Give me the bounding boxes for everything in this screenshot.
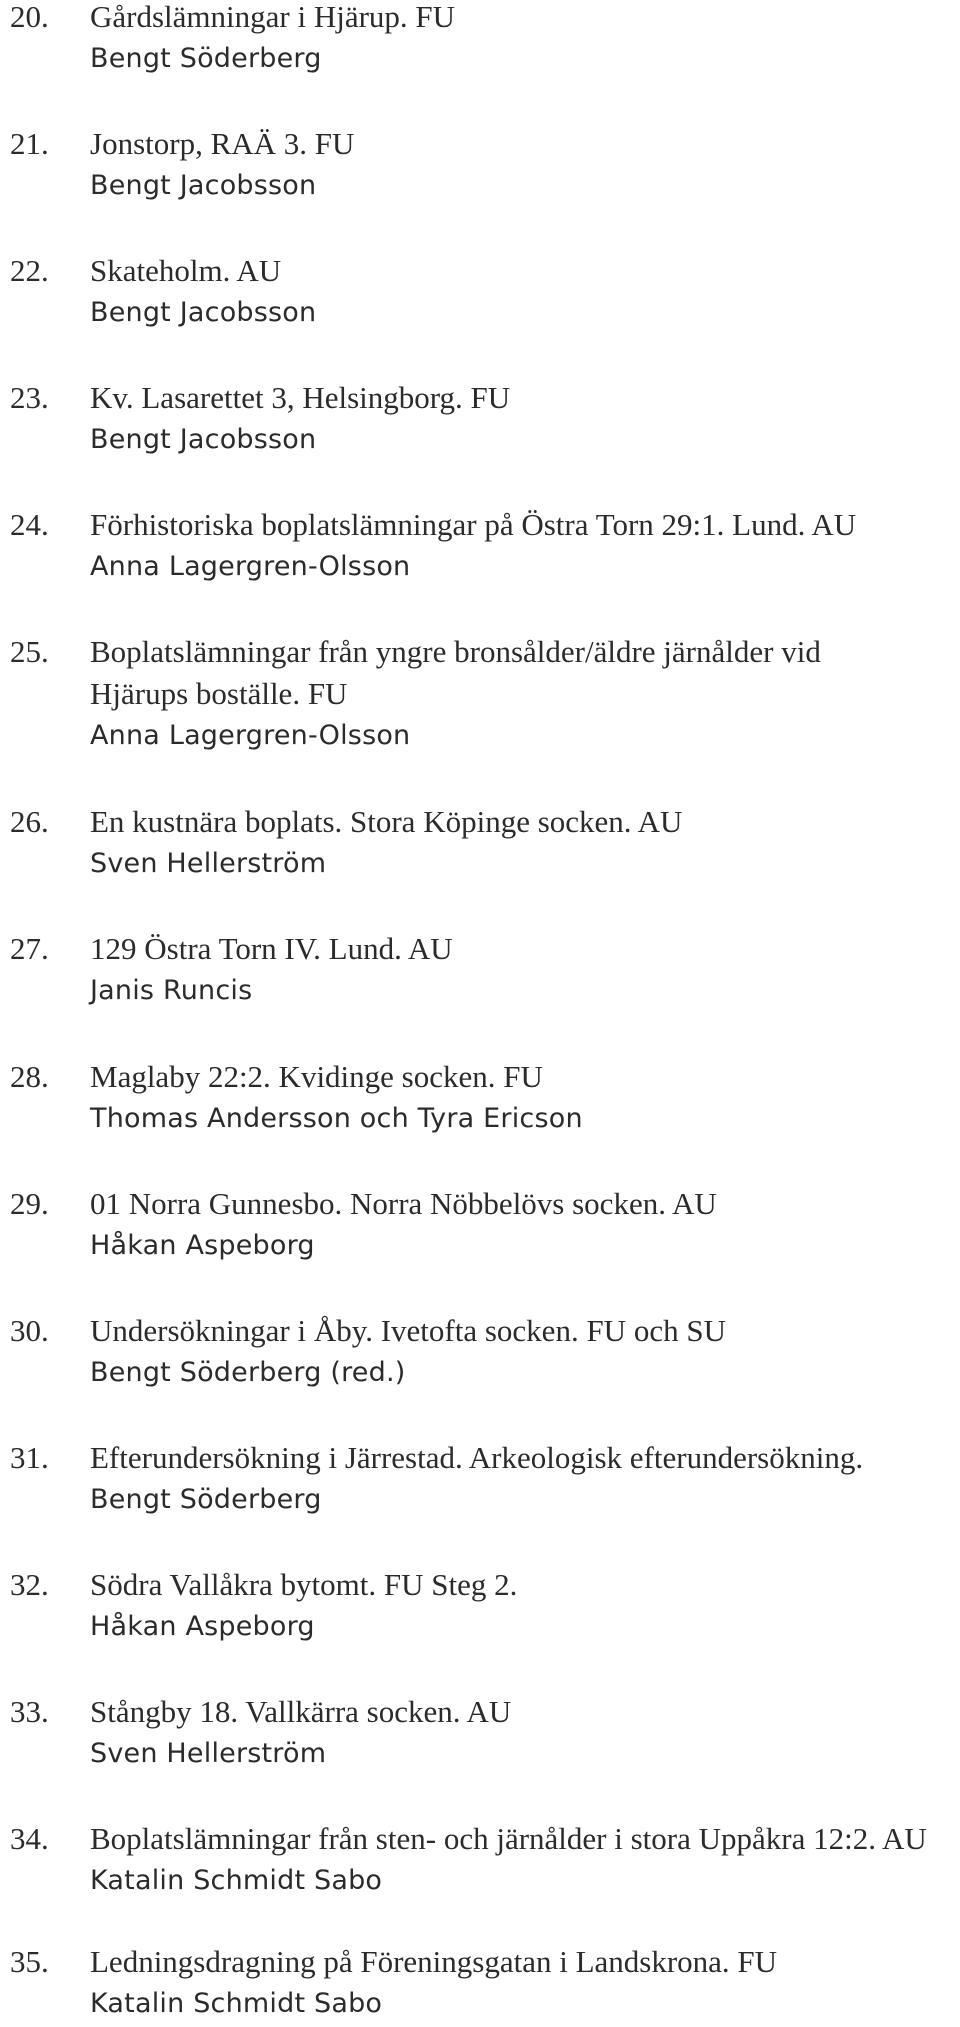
entry-number: 26. bbox=[10, 804, 49, 839]
entry-number: 32. bbox=[10, 1567, 49, 1602]
entry-title: Boplatslämningar från sten- och järnålder i stora Uppåkra 12:2. AU bbox=[90, 1821, 927, 1856]
list-item bbox=[0, 1945, 960, 2027]
entry-author: Janis Runcis bbox=[90, 975, 253, 1006]
list-item bbox=[0, 932, 960, 1020]
list-item bbox=[0, 805, 960, 893]
entry-number: 35. bbox=[10, 1944, 49, 1979]
entry-number: 21. bbox=[10, 126, 49, 161]
entry-number: 28. bbox=[10, 1059, 49, 1094]
entry-author: Anna Lagergren-Olsson bbox=[90, 551, 411, 582]
entry-title: Boplatslämningar från yngre bronsålder/äldre järnålder vid Hjärups boställe. FU bbox=[90, 634, 821, 711]
entry-number: 27. bbox=[10, 931, 49, 966]
list-item bbox=[0, 1441, 960, 1529]
entry-title: Maglaby 22:2. Kvidinge socken. FU bbox=[90, 1059, 543, 1094]
entry-author: Sven Hellerström bbox=[90, 848, 327, 879]
list-item bbox=[0, 1187, 960, 1275]
list-item bbox=[0, 1695, 960, 1783]
entry-author: Thomas Andersson och Tyra Ericson bbox=[90, 1103, 583, 1134]
entry-author: Håkan Aspeborg bbox=[90, 1230, 315, 1261]
entry-number: 29. bbox=[10, 1186, 49, 1221]
list-item bbox=[0, 1314, 960, 1402]
entry-title: Gårdslämningar i Hjärup. FU bbox=[90, 0, 456, 34]
entry-title: Stångby 18. Vallkärra socken. AU bbox=[90, 1694, 512, 1729]
entry-author: Bengt Söderberg bbox=[90, 43, 322, 74]
list-item bbox=[0, 1822, 960, 1910]
entry-author: Anna Lagergren-Olsson bbox=[90, 720, 411, 751]
entry-author: Håkan Aspeborg bbox=[90, 1611, 315, 1642]
entry-author: Bengt Jacobsson bbox=[90, 424, 317, 455]
entry-author: Bengt Jacobsson bbox=[90, 170, 317, 201]
entry-author: Bengt Jacobsson bbox=[90, 297, 317, 328]
entry-title: Undersökningar i Åby. Ivetofta socken. FU och SU bbox=[90, 1313, 726, 1348]
entry-title: Södra Vallåkra bytomt. FU Steg 2. bbox=[90, 1567, 518, 1602]
entry-number: 30. bbox=[10, 1313, 49, 1348]
entry-title: Skateholm. AU bbox=[90, 253, 282, 288]
list-item bbox=[0, 0, 960, 88]
entry-number: 34. bbox=[10, 1821, 49, 1856]
entry-title: Jonstorp, RAÄ 3. FU bbox=[90, 126, 355, 161]
list-item bbox=[0, 1568, 960, 1656]
entry-title: Kv. Lasarettet 3, Helsingborg. FU bbox=[90, 380, 511, 415]
entry-title: Efterundersökning i Järrestad. Arkeologisk efterundersökning. bbox=[90, 1440, 864, 1475]
entry-number: 20. bbox=[10, 0, 49, 34]
entry-title: 129 Östra Torn IV. Lund. AU bbox=[90, 931, 453, 966]
entry-number: 31. bbox=[10, 1440, 49, 1475]
list-item bbox=[0, 381, 960, 469]
entry-title: 01 Norra Gunnesbo. Norra Nöbbelövs socken. AU bbox=[90, 1186, 717, 1221]
entry-number: 22. bbox=[10, 253, 49, 288]
entry-number: 33. bbox=[10, 1694, 49, 1729]
entry-author: Bengt Söderberg (red.) bbox=[90, 1357, 406, 1388]
entry-author: Katalin Schmidt Sabo bbox=[90, 1988, 383, 2019]
entry-title: Förhistoriska boplatslämningar på Östra Torn 29:1. Lund. AU bbox=[90, 507, 857, 542]
entry-number: 23. bbox=[10, 380, 49, 415]
entry-author: Sven Hellerström bbox=[90, 1738, 327, 1769]
list-item bbox=[0, 127, 960, 215]
entry-author: Katalin Schmidt Sabo bbox=[90, 1865, 383, 1896]
entry-author: Bengt Söderberg bbox=[90, 1484, 322, 1515]
entry-title: Ledningsdragning på Föreningsgatan i Landskrona. FU bbox=[90, 1944, 778, 1979]
list-item bbox=[0, 254, 960, 342]
entry-number: 24. bbox=[10, 507, 49, 542]
list-item bbox=[0, 508, 960, 596]
entry-title: En kustnära boplats. Stora Köpinge socken. AU bbox=[90, 804, 683, 839]
list-item bbox=[0, 635, 960, 765]
entry-number: 25. bbox=[10, 634, 49, 669]
list-item bbox=[0, 1060, 960, 1148]
